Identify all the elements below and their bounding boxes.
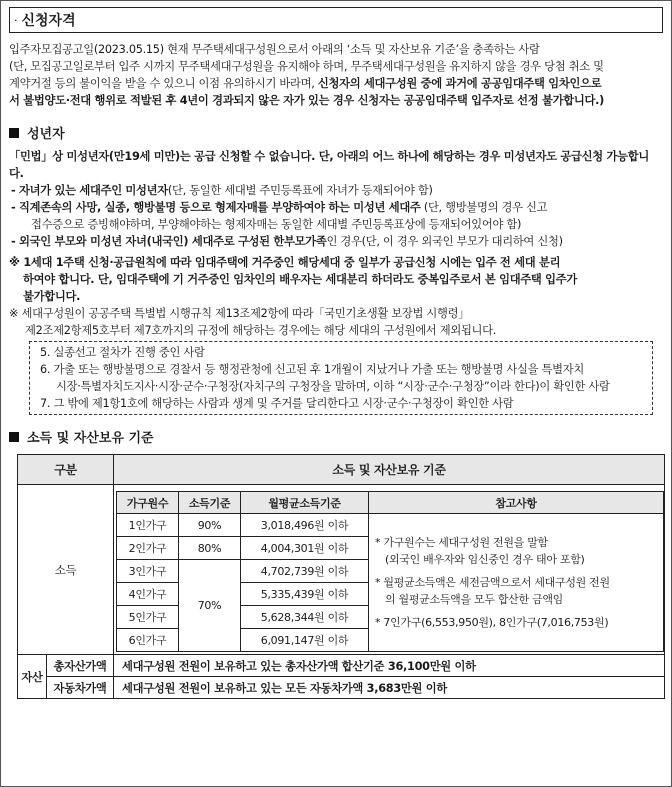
minor-item-3-rest: 인 경우(단, 이 경우 외국인 부모가 대리하여 신청) — [326, 235, 563, 248]
table-row — [117, 514, 664, 537]
income-asset-table — [17, 454, 665, 699]
amount-cell: 3,018,496원 이하 — [241, 514, 369, 537]
row-asset-label: 자산 — [18, 655, 47, 699]
minor-item-2 — [9, 199, 663, 216]
row-income-label: 소득 — [18, 485, 114, 655]
col-category: 구분 — [18, 455, 114, 485]
income-inner-table — [116, 491, 664, 652]
amount-cell: 5,628,344원 이하 — [241, 606, 369, 629]
inner-h-members: 가구원수 — [117, 492, 179, 514]
minor-lead — [9, 148, 663, 182]
square-bullet-icon — [9, 432, 19, 442]
minor-item-3-bold: - 외국인 부모와 미성년 자녀(내국인) 세대주로 구성된 한부모가족 — [11, 235, 327, 248]
reference-notes — [369, 514, 664, 652]
intro-sub-1: (단, 모집공고일로부터 입주 시까지 무주택세대구성원을 유지해야 하며, 무주택세대구성원을 유지하지 않을 경우 당첨 취소 및 — [9, 60, 604, 73]
note-2-line-2: 제2조제2항제5호부터 제7호까지의 규정에 해당하는 경우에는 해당 세대의 구성원에서 제외됩니다. — [25, 324, 497, 337]
minor-item-2-bold: - 직계존속의 사망, 실종, 행방불명 등으로 형제자매를 부양하여야 하는 미성년 세대주 — [11, 201, 421, 214]
members-cell: 4인가구 — [117, 583, 179, 606]
pct-cell: 80% — [179, 537, 241, 560]
box-line-5: 5. 실종선고 절차가 진행 중인 사람 — [40, 346, 205, 359]
minor-item-1-bold: - 자녀가 있는 세대주인 미성년자 — [11, 184, 168, 197]
minor-lead-a: 「민법」상 미성년자(만19세 미만)는 공급 신청할 수 없습니다. — [9, 150, 319, 163]
ref-2-line-1: * 월평균소득액은 세전금액으로서 세대구성원 전원 — [375, 576, 610, 589]
intro-block — [9, 41, 663, 109]
minor-item-2-rest: (단, 행방불명의 경우 신고 — [420, 201, 548, 214]
box-line-6b: 시장·특별자치도지사·시장·군수·구청장(자치구의 구청장을 말하며, 이하 “시장·군수·구청장”이라 한다)이 확인한 사람 — [56, 380, 610, 393]
inner-h-ref: 참고사항 — [369, 492, 664, 514]
box-line-7: 7. 그 밖에 제1항1호에 해당하는 사람과 생계 및 주거를 달리한다고 시장·군수·구청장이 확인한 사람 — [40, 397, 514, 410]
square-bullet-icon — [9, 128, 19, 138]
intro-sub-2a: 계약거절 등의 불이익을 받을 수 있으니 이점 유의하시기 바라며, — [9, 77, 318, 90]
asset-car-label: 자동차가액 — [47, 677, 114, 699]
income-heading-text: 소득 및 자산보유 기준 — [27, 431, 154, 446]
minor-item-1 — [9, 182, 663, 199]
minor-item-1-rest: (단, 동일한 세대별 주민등록표에 자녀가 등재되어야 함) — [167, 184, 433, 197]
ref-2-line-2: 의 월평균소득액을 모두 합산한 금액임 — [385, 593, 564, 606]
minor-item-3 — [9, 233, 663, 250]
inner-h-pct: 소득기준 — [179, 492, 241, 514]
asset-car-value: 세대구성원 전원이 보유하고 있는 모든 자동차가액 3,683만원 이하 — [114, 677, 665, 699]
intro-sub-2 — [9, 75, 663, 92]
members-cell: 2인가구 — [117, 537, 179, 560]
excluded-members-box — [29, 341, 653, 415]
ref-1-line-1: * 가구원수는 세대구성원 전원을 말함 — [375, 536, 548, 549]
members-cell: 5인가구 — [117, 606, 179, 629]
ref-3: * 7인가구(6,553,950원), 8인가구(7,016,753원) — [375, 616, 609, 629]
note-1-line-3 — [9, 288, 663, 305]
pct-cell-merged: 70% — [179, 560, 241, 652]
minor-item-2-line2: 접수증으로 증빙해야하며, 부양해야하는 형제자매는 동일한 세대별 주민등록표상에 등재되어있어야 함) — [31, 218, 522, 231]
asset-total-value: 세대구성원 전원이 보유하고 있는 총자산가액 합산기준 36,100만원 이하 — [114, 655, 665, 677]
note-2-line-1: ※ 세대구성원이 공공주택 특별법 시행규칙 제13조제2항에 따라「국민기초생활 보장법 시행령」 — [9, 307, 470, 320]
minor-heading — [9, 123, 663, 142]
asset-total-label: 총자산가액 — [47, 655, 114, 677]
note-1-line-2 — [9, 271, 663, 288]
members-cell: 1인가구 — [117, 514, 179, 537]
section-title: 신청자격 — [21, 13, 76, 29]
col-criteria: 소득 및 자산보유 기준 — [114, 455, 665, 485]
title-bullet: · — [14, 13, 18, 27]
intro-main: 입주자모집공고일(2023.05.15) 현재 무주택세대구성원으로서 아래의 ‘소득 및 자산보유 기준’을 충족하는 사람 — [9, 43, 540, 56]
minor-lead-b: 단, 아래의 어느 하나에 해당하는 경우 미성년자도 공급신청 가능합니다. — [9, 150, 649, 180]
amount-cell: 4,004,301원 이하 — [241, 537, 369, 560]
note-1-l1: ※ 1세대 1주택 신청·공급원칙에 따라 임대주택에 거주중인 해당세대 중 일부가 공급신청 시에는 입주 전 세대 분리 — [9, 256, 561, 269]
amount-cell: 4,702,739원 이하 — [241, 560, 369, 583]
inner-h-amount: 월평균소득기준 — [241, 492, 369, 514]
box-line-6a: 6. 가출 또는 행방불명으로 경찰서 등 행정관청에 신고된 후 1개월이 지났거나 가출 또는 행방불명 사실을 특별자치 — [40, 363, 585, 376]
note-1-l2: 하여야 합니다. 단, 임대주택에 기 거주중인 임차인의 배우자는 세대분리 하더라도 중복입주로서 본 임대주택 입주가 — [23, 273, 578, 286]
note-1-l3: 불가합니다. — [23, 290, 81, 303]
intro-sub-3-bold: 서 불법양도·전대 행위로 적발된 후 4년이 경과되지 않은 자가 있는 경우 신청자는 공공임대주택 입주자로 선정 불가합니다.) — [9, 94, 604, 107]
intro-sub-3 — [9, 92, 663, 109]
members-cell: 3인가구 — [117, 560, 179, 583]
minor-block — [9, 148, 663, 415]
pct-cell: 90% — [179, 514, 241, 537]
section-title-box — [9, 7, 663, 33]
ref-1-line-2: (외국인 배우자와 임신중인 경우 태아 포함) — [385, 553, 585, 566]
members-cell: 6인가구 — [117, 629, 179, 652]
income-heading — [9, 427, 663, 446]
amount-cell: 5,335,439원 이하 — [241, 583, 369, 606]
intro-sub-2b: 신청자의 세대구성원 중에 과거에 공공임대주택 임차인으로 — [317, 77, 602, 90]
note-1-line-1 — [9, 254, 663, 271]
minor-heading-text: 성년자 — [27, 127, 65, 142]
income-inner-cell — [114, 485, 665, 655]
amount-cell: 6,091,147원 이하 — [241, 629, 369, 652]
